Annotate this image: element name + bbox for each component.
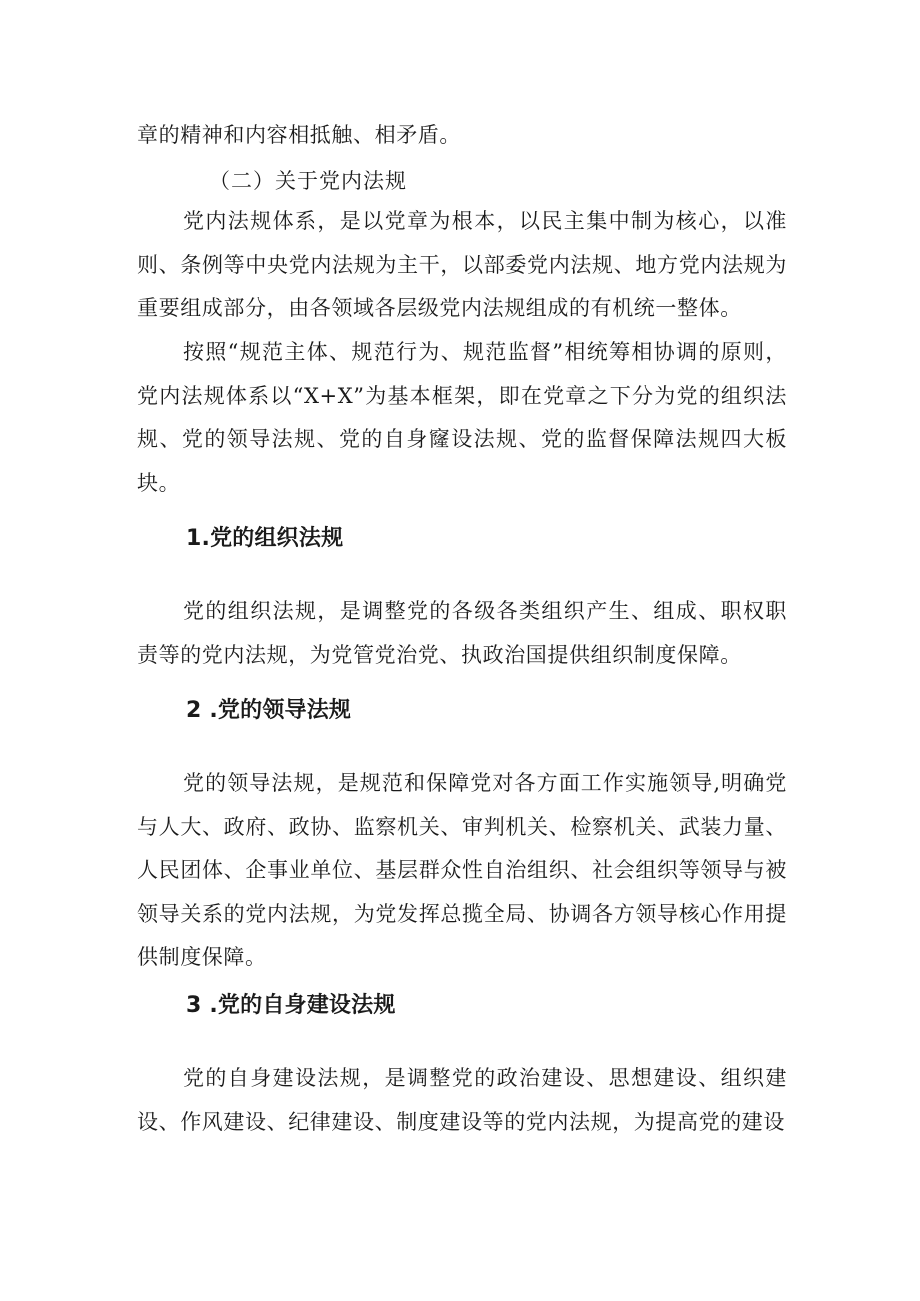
heading-leadership-regulations: 2 .党的领导法规 [186,698,352,723]
paragraph-party-regulations-system: 党内法规体系，是以党章为根本，以民主集中制为核心，以准则、条例等中央党内法规为主干，以部委党内法规、地方党内法规为重要组成部分，由各领域各层级党内法规组成的有机统一整体。 [137,209,787,320]
section-title: （二）关于党内法规 [209,169,407,193]
continuation-paragraph: 章的精神和内容相抵触、相矛盾。 [137,123,461,147]
paragraph-framework: 按照“规范主体、规范行为、规范监督”相统筹相协调的原则，党内法规体系以“X+X”为基本框架，即在党章之下分为党的组织法规、党的领导法规、党的自身窿设法规、党的监督保障法规四大板块。 [137,340,787,495]
heading-self-building-regulations: 3 .党的自身建设法规 [186,993,396,1018]
paragraph-self-building-regulations: 党的自身建设法规，是调整党的政治建设、思想建设、组织建设、作风建设、纪律建设、制度建设等的党内法规，为提高党的建设 [137,1066,787,1134]
paragraph-leadership-regulations: 党的领导法规，是规范和保障党对各方面工作实施领导,明确党与人大、政府、政协、监察机关、审判机关、检察机关、武装力量、人民团体、企事业单位、基层群众性自治组织、社会组织等领导与被领导关系的党内法规，为党发挥总揽全局、协调各方领导核心作用提供制度保障。 [137,771,787,969]
paragraph-organization-regulations: 党的组织法规，是调整党的各级各类组织产生、组成、职权职责等的党内法规，为党管党治党、执政治国提供组织制度保障。 [137,599,787,667]
heading-organization-regulations: 1.党的组织法规 [186,526,344,551]
